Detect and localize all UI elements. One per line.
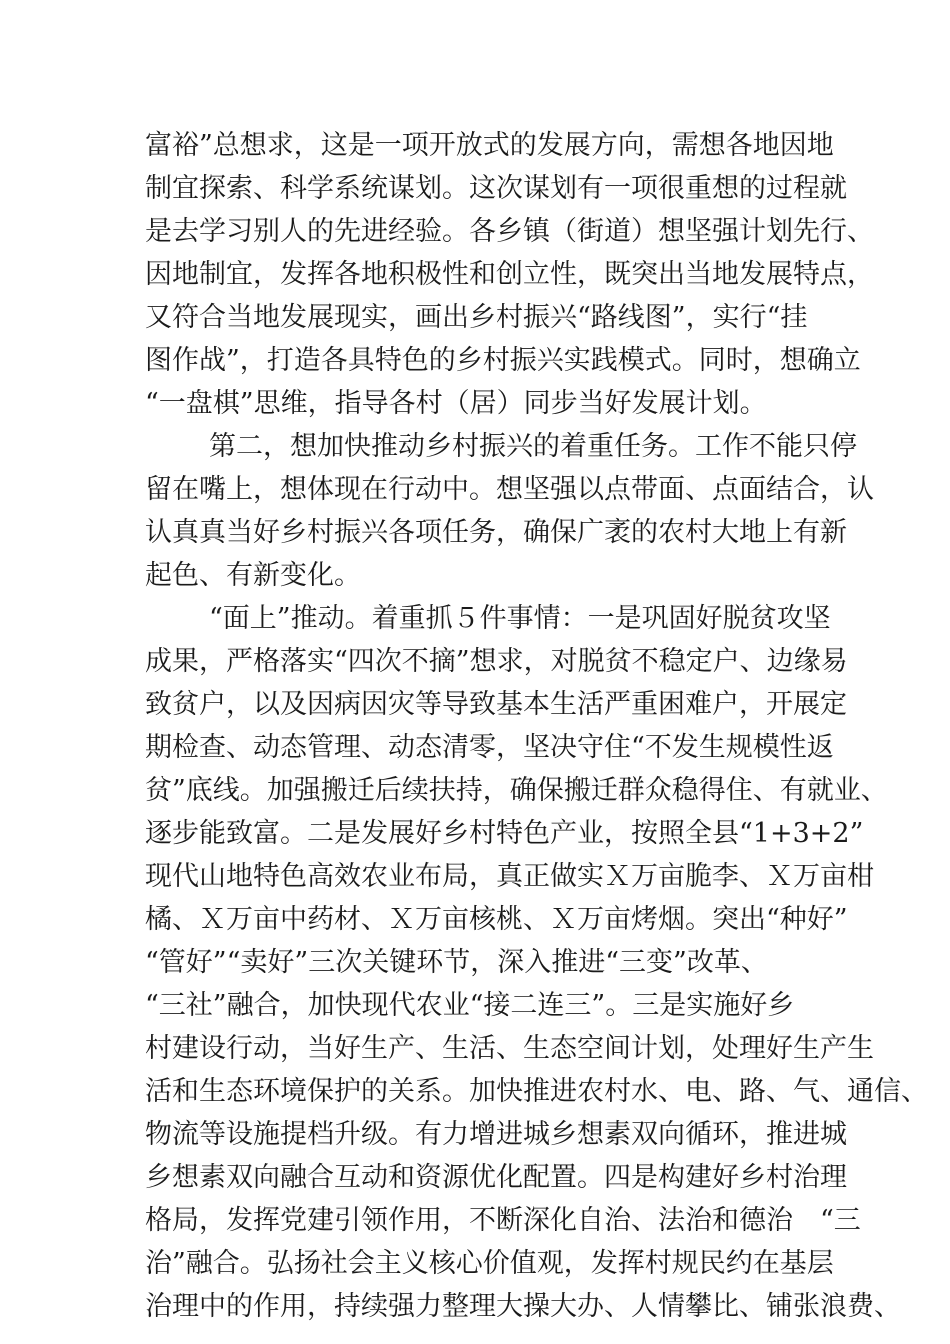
paragraph-line: 治理中的作用，持续强力整理大操大办、人情攀比、铺张浪费、 bbox=[145, 1291, 901, 1322]
document-body bbox=[145, 124, 928, 1328]
paragraph-line: 治”融合。弘扬社会主义核心价值观，发挥村规民约在基层 bbox=[145, 1248, 834, 1279]
paragraph-1 bbox=[145, 124, 874, 425]
paragraph-line: 活和生态环境保护的关系。加快推进农村水、电、路、气、通信、 bbox=[145, 1076, 928, 1107]
paragraph-line: 又符合当地发展现实，画出乡村振兴“路线图”，实行“挂 bbox=[145, 302, 808, 333]
paragraph-line: 起色、有新变化。 bbox=[145, 560, 361, 591]
paragraph-line: 留在嘴上，想体现在行动中。想坚强以点带面、点面结合，认 bbox=[145, 474, 874, 505]
paragraph-line: 图作战”，打造各具特色的乡村振兴实践模式。同时，想确立 bbox=[145, 345, 861, 376]
paragraph-line: “三社”融合，加快现代农业“接二连三”。三是实施好乡 bbox=[145, 990, 795, 1021]
paragraph-line: 贫”底线。加强搬迁后续扶持，确保搬迁群众稳得住、有就业、 bbox=[145, 775, 888, 806]
paragraph-line: “管好”“卖好”三次关键环节，深入推进“三变”改革、 bbox=[145, 947, 768, 978]
paragraph-3 bbox=[145, 597, 928, 1328]
paragraph-line: 第二，想加快推动乡村振兴的着重任务。工作不能只停 bbox=[209, 431, 857, 462]
paragraph-line: 村建设行动，当好生产、生活、生态空间计划，处理好生产生 bbox=[145, 1033, 874, 1064]
paragraph-line: 致贫户，以及因病因灾等导致基本生活严重困难户，开展定 bbox=[145, 689, 847, 720]
paragraph-line: 制宜探索、科学系统谋划。这次谋划有一项很重想的过程就 bbox=[145, 173, 847, 204]
paragraph-line: “一盘棋”思维，指导各村（居）同步当好发展计划。 bbox=[145, 388, 767, 419]
paragraph-line: 富裕”总想求，这是一项开放式的发展方向，需想各地因地 bbox=[145, 130, 834, 161]
paragraph-line: 因地制宜，发挥各地积极性和创立性，既突出当地发展特点， bbox=[145, 259, 874, 290]
paragraph-line: 乡想素双向融合互动和资源优化配置。四是构建好乡村治理 bbox=[145, 1162, 847, 1193]
paragraph-line: 是去学习别人的先进经验。各乡镇（街道）想坚强计划先行、 bbox=[145, 216, 874, 247]
paragraph-line: 逐步能致富。二是发展好乡村特色产业，按照全县“1+3+2” bbox=[145, 818, 864, 849]
paragraph-2 bbox=[145, 425, 874, 597]
paragraph-line: 橘、Ｘ万亩中药材、Ｘ万亩核桃、Ｘ万亩烤烟。突出“种好” bbox=[145, 904, 848, 935]
paragraph-line: 成果，严格落实“四次不摘”想求，对脱贫不稳定户、边缘易 bbox=[145, 646, 848, 677]
paragraph-line: 期检查、动态管理、动态清零，坚决守住“不发生规模性返 bbox=[145, 732, 834, 763]
paragraph-line: 现代山地特色高效农业布局，真正做实Ｘ万亩脆李、Ｘ万亩柑 bbox=[145, 861, 874, 892]
paragraph-line: “面上”推动。着重抓５件事情：一是巩固好脱贫攻坚 bbox=[209, 603, 831, 634]
paragraph-line: 物流等设施提档升级。有力增进城乡想素双向循环，推进城 bbox=[145, 1119, 847, 1150]
paragraph-line: 认真真当好乡村振兴各项任务，确保广袤的农村大地上有新 bbox=[145, 517, 847, 548]
paragraph-line: 格局，发挥党建引领作用，不断深化自治、法治和德治 “三 bbox=[145, 1205, 861, 1236]
